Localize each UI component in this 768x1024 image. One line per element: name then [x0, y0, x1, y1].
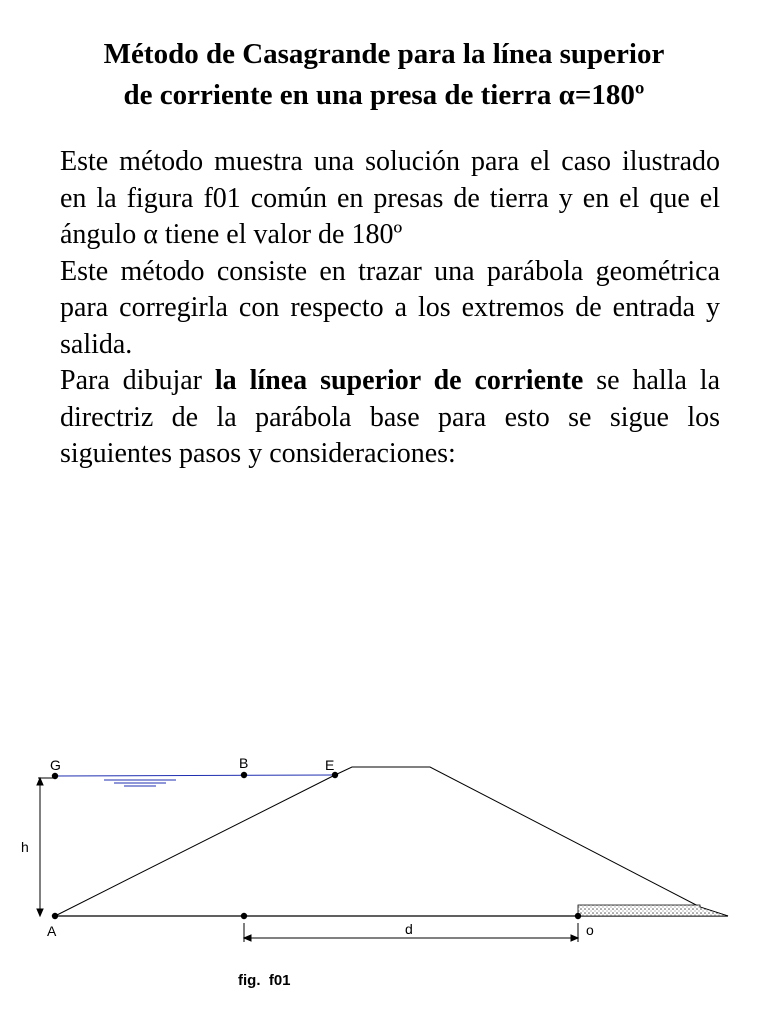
- label-a: A: [47, 923, 57, 939]
- body-text: [60, 144, 720, 473]
- paragraph-3-bold: la línea superior de corriente: [214, 365, 584, 396]
- paragraph-3-end: se halla la directriz de la parábola base para esto se sigue los siguientes pasos y consideraciones:: [60, 365, 721, 469]
- point-b: [241, 772, 247, 778]
- dam-diagram: [0, 740, 768, 1024]
- h-dimension: [37, 778, 55, 916]
- title-line-2: de corriente en una presa de tierra α=180º: [123, 79, 645, 111]
- point-mid: [241, 913, 247, 919]
- label-e: E: [325, 757, 335, 773]
- point-a: [52, 913, 58, 919]
- title-line-1: Método de Casagrande para la línea superior: [103, 38, 665, 70]
- water-level-symbol: [104, 780, 176, 786]
- paragraph-2: Este método consiste en trazar una parábola geométrica para corregirla con respecto a los extremos de entrada y salida.: [60, 255, 720, 360]
- point-o: [575, 913, 581, 919]
- point-g: [52, 773, 58, 779]
- page-title: [30, 34, 738, 116]
- paragraph-3: [60, 363, 720, 473]
- label-o: o: [586, 922, 594, 938]
- figure-caption: fig. f01: [238, 972, 291, 989]
- label-d: d: [405, 921, 413, 937]
- label-b: B: [239, 755, 249, 771]
- water-surface-line: [55, 775, 335, 776]
- label-h: h: [21, 839, 29, 855]
- dam-outline: [55, 767, 728, 916]
- paragraph-3-start: Para dibujar: [60, 365, 215, 396]
- toe-drain: [578, 905, 728, 916]
- label-g: G: [50, 757, 61, 773]
- dam-figure: [0, 740, 768, 1024]
- paragraph-1: Este método muestra una solución para el caso ilustrado en la figura f01 común en presas de tierra y en el que el ángulo α tiene el valor de 180º: [60, 146, 720, 250]
